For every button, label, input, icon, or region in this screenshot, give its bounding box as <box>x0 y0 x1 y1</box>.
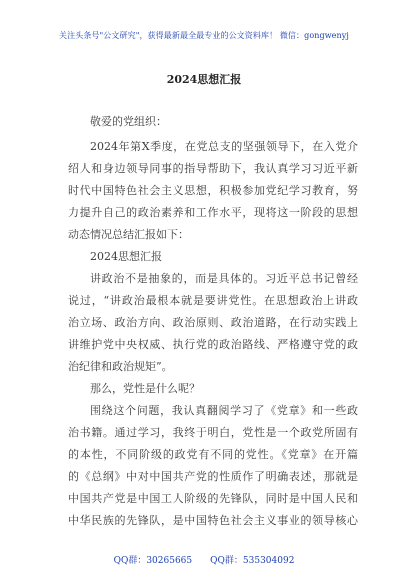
body-line: 治立场、政治方向、政治原则、政治道路，在行动实践上 <box>68 316 358 329</box>
body-line: 力提升自己的政治素养和工作水平，现将这一阶段的思想 <box>68 206 358 219</box>
body-line: 绍人和身边领导同事的指导帮助下，我认真学习习近平新 <box>68 162 358 175</box>
body-line: 那么，党性是什么呢？ <box>90 382 200 395</box>
body-line: 的《总纲》中对中国共产党的性质作了明确表述，那就是 <box>68 470 358 483</box>
body-line: 中国共产党是中国工人阶级的先锋队，同时是中国人民和 <box>68 492 358 505</box>
document-title: 2024思想汇报 <box>166 73 242 86</box>
promo-banner: 关注头条号"公文研究"，获得最新最全最专业的公文资料库！ 微信：gongwenyj <box>59 31 349 40</box>
footer-contact <box>0 553 408 566</box>
section-heading: 2024思想汇报 <box>90 250 162 263</box>
body-line: 讲政治不是抽象的，而是具体的。习近平总书记曾经 <box>90 272 358 285</box>
body-line: 讲维护党中央权威、执行党的政治路线、严格遵守党的政 <box>68 338 358 351</box>
body-line: 说过，“讲政治最根本就是要讲党性。在思想政治上讲政 <box>68 294 358 307</box>
body-line: 2024年第X季度，在党总支的坚强领导下，在入党介 <box>90 140 358 153</box>
document-body <box>68 111 358 532</box>
qq-group-2: QQ群：535304092 <box>210 556 295 566</box>
body-line: 时代中国特色社会主义思想，积极参加党纪学习教育，努 <box>68 184 358 197</box>
salutation: 敬爱的党组织： <box>90 115 167 128</box>
body-line: 治纪律和政治规矩”。 <box>68 360 173 373</box>
body-line: 的本性，不同阶级的政党有不同的党性。《党章》在开篇 <box>68 448 358 461</box>
body-line: 治书籍。通过学习，我终于明白，党性是一个政党所固有 <box>68 426 358 439</box>
body-line: 动态情况总结汇报如下： <box>68 228 189 241</box>
body-line: 中华民族的先锋队，是中国特色社会主义事业的领导核心 <box>68 514 358 527</box>
qq-group-1: QQ群：30265665 <box>113 556 193 566</box>
body-line: 围绕这个问题，我认真翻阅学习了《党章》和一些政 <box>90 404 358 417</box>
